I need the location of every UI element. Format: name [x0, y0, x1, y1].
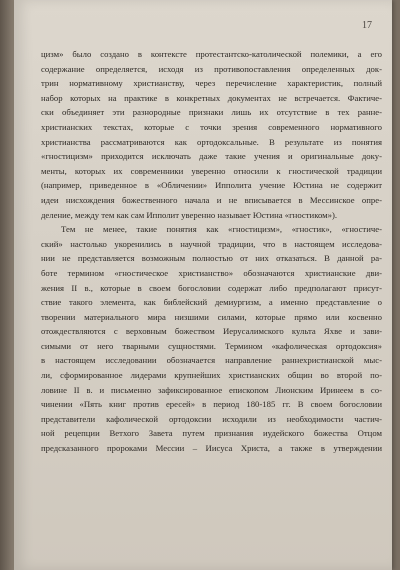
text-line: содержание определяется, исходя из противопоставления определенных док-	[41, 63, 382, 74]
text-line: христианских текстах, которые с точки зрения современного нормативного	[41, 121, 382, 132]
paragraph-1	[41, 47, 382, 222]
text-line: набор которых на практике в конкретных документах не встречается. Фактиче-	[41, 92, 382, 103]
text-line: «гностицизм» приходится исключать даже такие учения и оригинальные доку-	[41, 151, 382, 162]
text-line: боте термином «гностическое христианство» обозначаются христианские дви-	[41, 267, 382, 278]
text-line: ловине II в. и письменно зафиксированное епископом Лионским Иринеем в со-	[41, 384, 382, 395]
text-line: цизм» было создано в контексте протестантско-католической полемики, а его	[41, 49, 382, 59]
text-line: отождествляются с верховным божеством Иерусалимского культа Яхве и зави-	[41, 326, 382, 337]
book-spine	[0, 0, 14, 570]
text-line: ски объединяет эти разнородные признаки лишь их отсутствие в тех ранне-	[41, 107, 382, 118]
page-number: 17	[362, 20, 372, 31]
text-line: идеи нисхождения божественного начала и не вписывается в Мессинское опре-	[41, 194, 382, 205]
text-line: (например, приведенное в «Обличении» Ипполита учение Юстина не содержит	[41, 180, 382, 191]
text-line: менты, которых их современники уверенно относили к гностической традиции	[41, 165, 382, 176]
text-line: представители кафолической ортодоксии исходили из необходимости частич-	[41, 413, 382, 424]
text-line: христианства рассматриваются как ортодоксальные. В результате из понятия	[41, 136, 382, 147]
text-line: творении материального мира низшими силами, которые прямо или косвенно	[41, 311, 382, 322]
text-line: ной рецепции Ветхого Завета путем признания иудейского божества Отцом	[41, 428, 382, 439]
text-line: чинении «Пять книг против ересей» в период 180-185 гг. В своем богословии	[41, 399, 382, 410]
book-page	[14, 0, 392, 570]
text-line: предсказанного пророками Мессии – Иисуса Христа, а также в утверждении	[41, 443, 382, 454]
body-text	[41, 47, 382, 456]
paragraph-2	[41, 222, 382, 456]
text-line: в настоящем исследовании обозначается направление раннехристианской мыс-	[41, 355, 382, 366]
text-line: деление, между тем как сам Ипполит уверенно называет Юстина «гностиком»).	[41, 209, 338, 220]
text-line: ский» настолько укоренились в научной традиции, что в настоящем исследова-	[41, 238, 382, 249]
text-line: жения II в., которые в своем богословии содержат либо предполагают присут-	[41, 282, 382, 293]
text-line: симыми от него тварными сущностями. Термином «кафолическая ортодоксия»	[41, 340, 382, 351]
text-line: нии не представляется возможным полностью от них отказаться. В данной ра-	[41, 253, 382, 264]
text-line: Тем не менее, такие понятия как «гностицизм», «гностик», «гностиче-	[61, 224, 382, 235]
text-line: трин нормативному христианству, через перечисление характеристик, полный	[41, 78, 382, 89]
text-line: ли, сформированное лидерами крупнейших христианских общин во второй по-	[41, 370, 382, 381]
text-line: ствие такого элемента, как библейский демиургизм, а именно представление о	[41, 297, 382, 308]
